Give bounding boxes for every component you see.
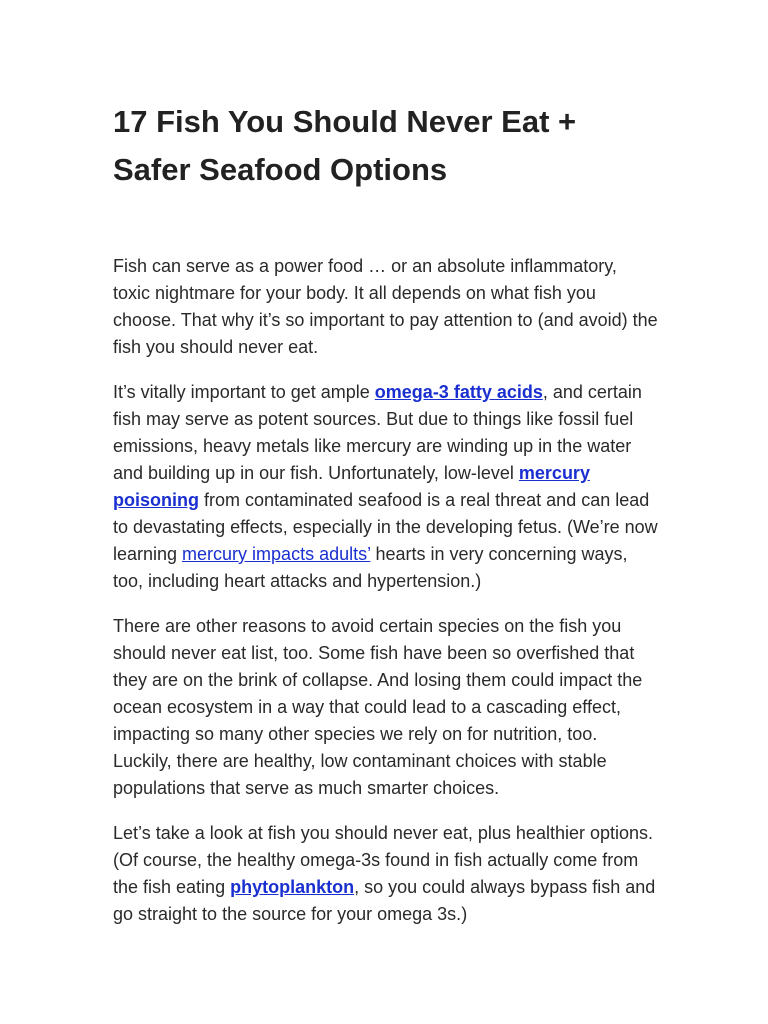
mercury-poisoning-link[interactable]: mercury poisoning (113, 463, 590, 510)
paragraph-omega-text-2: , and certain fish may serve as potent sources. But due to things like fossil fuel emissions, heavy metals like mercury are winding up in the water and building up in our fish. Unfortunately, low-level (113, 382, 642, 483)
paragraph-omega-text-4: hearts in very concerning ways, too, including heart attacks and hypertension.) (113, 544, 628, 591)
mercury-impacts-adults-link[interactable]: mercury impacts adults’ (182, 544, 371, 564)
article-title: 17 Fish You Should Never Eat + Safer Seafood Options (113, 104, 577, 187)
paragraph-phytoplankton-text-1: Let’s take a look at fish you should never eat, plus healthier options. (Of course, the healthy omega-3s found in fish actually come from the fish eating (113, 823, 654, 897)
paragraph-phytoplankton (113, 820, 658, 928)
paragraph-omega-text-3: from contaminated seafood is a real threat and can lead to devastating effects, especially in the developing fetus. (We’re now learning (113, 490, 658, 564)
article-body (113, 253, 668, 928)
paragraph-overfishing: There are other reasons to avoid certain species on the fish you should never eat list, too. Some fish have been so overfished that they are on the brink of collapse. And losing them could impact the ocean ecosystem in a way that could lead to a cascading effect, impacting so many other species we rely on for nutrition, too. Luckily, there are healthy, low contaminant choices with stable populations that serve as much smarter choices. (113, 616, 643, 798)
phytoplankton-link[interactable]: phytoplankton (230, 877, 355, 897)
paragraph-intro: Fish can serve as a power food … or an absolute inflammatory, toxic nightmare for your body. It all depends on what fish you choose. That why it’s so important to pay attention to (and avoid) the fish you should never eat. (113, 256, 658, 357)
omega-3-fatty-acids-link[interactable]: omega-3 fatty acids (374, 382, 543, 402)
paragraph-omega (113, 379, 658, 595)
paragraph-omega-text-1: It’s vitally important to get ample (113, 382, 375, 402)
paragraph-phytoplankton-text-2: , so you could always bypass fish and go straight to the source for your omega 3s.) (113, 877, 656, 924)
